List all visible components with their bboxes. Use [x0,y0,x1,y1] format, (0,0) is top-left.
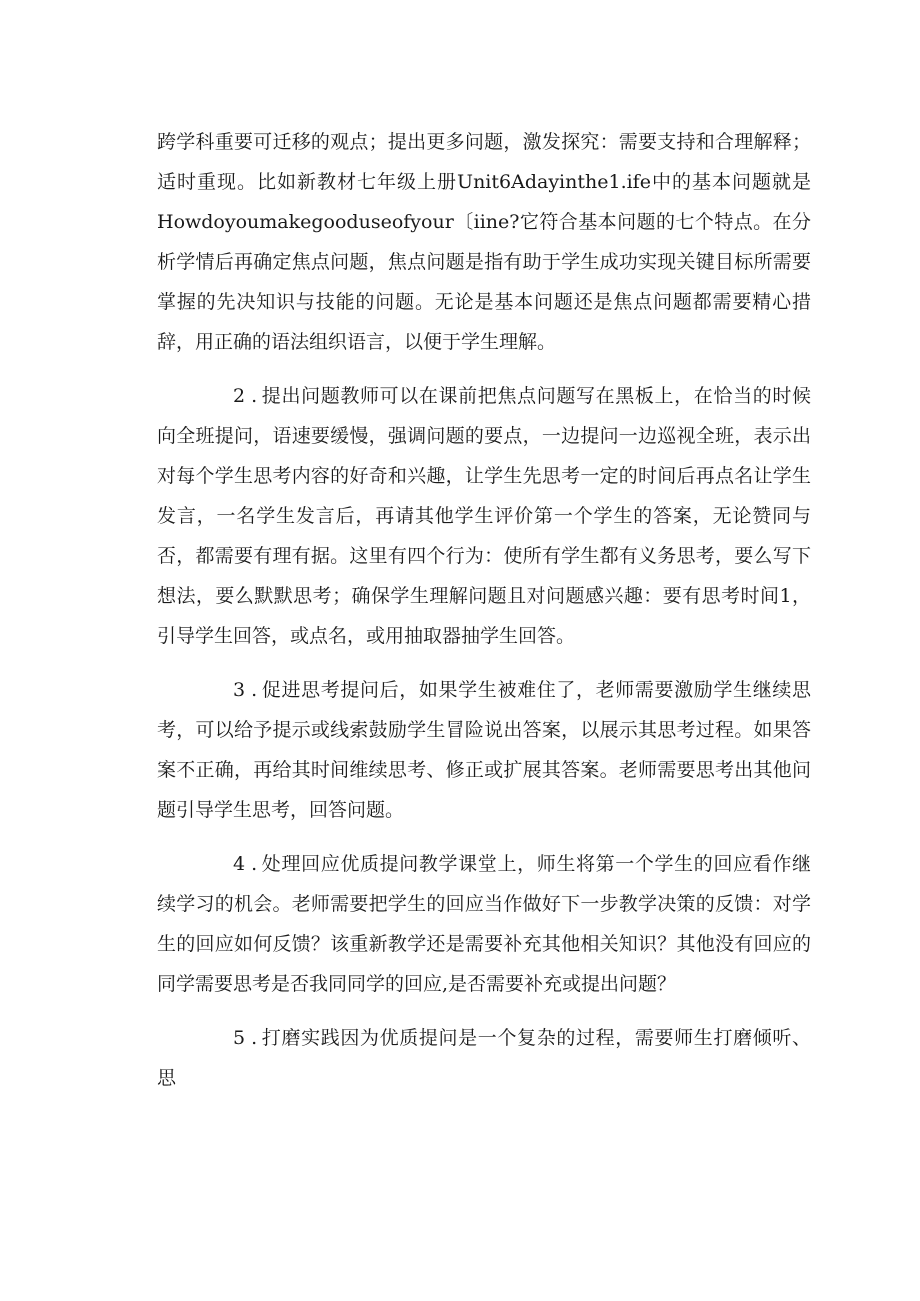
paragraph-text: 跨学科重要可迁移的观点；提出更多问题，激发探究：需要支持和合理解释；适时重现。比如新教材七年级上册Unit6Adayinthe1.ife中的基本问题就是Howdoyoumakegooduseofyour〔iine?它符合基本问题的七个特点。在分析学情后再确定焦点问题，焦点问题是指有助于学生成功实现关键目标所需要掌握的先决知识与技能的问题。无论是基本问题还是焦点问题都需要精心措辞，用正确的语法组织语言，以便于学生理解。 [157,131,811,353]
paragraph-3 [157,670,811,830]
paragraph-2 [157,376,811,656]
paragraph-number: 5 . [233,1027,258,1049]
paragraph-text: 提出问题教师可以在课前把焦点问题写在黑板上，在恰当的时候向全班提问，语速要缓慢，强调问题的要点，一边提问一边巡视全班，表示出对每个学生思考内容的好奇和兴趣，让学生先思考一定的时间后再点名让学生发言，一名学生发言后，再请其他学生评价第一个学生的答案，无论赞同与否，都需要有理有据。这里有四个行为：使所有学生都有义务思考，要么写下想法，要么默默思考；确保学生理解问题且对问题感兴趣：要有思考时间1，引导学生回答，或点名，或用抽取器抽学生回答。 [157,385,811,647]
paragraph-number: 3 . [233,679,258,701]
document-body [157,122,811,1112]
paragraph-5 [157,1018,811,1098]
paragraph-text: 处理回应优质提问教学课堂上，师生将第一个学生的回应看作继续学习的机会。老师需要把学生的回应当作做好下一步教学决策的反馈：对学生的回应如何反馈？该重新教学还是需要补充其他相关知识？其他没有回应的同学需要思考是否我同同学的回应,是否需要补充或提出问题？ [157,853,811,995]
paragraph-number: 2 . [233,385,258,407]
paragraph-text: 促进思考提问后，如果学生被难住了，老师需要激励学生继续思考，可以给予提示或线索鼓励学生冒险说出答案，以展示其思考过程。如果答案不正确，再给其时间维续思考、修正或扩展其答案。老师需要思考出其他问题引导学生思考，回答问题。 [157,679,811,821]
paragraph-1 [157,122,811,362]
paragraph-4 [157,844,811,1004]
paragraph-number: 4 . [233,853,258,875]
paragraph-text: 打磨实践因为优质提问是一个复杂的过程，需要师生打磨倾听、思 [157,1027,811,1089]
